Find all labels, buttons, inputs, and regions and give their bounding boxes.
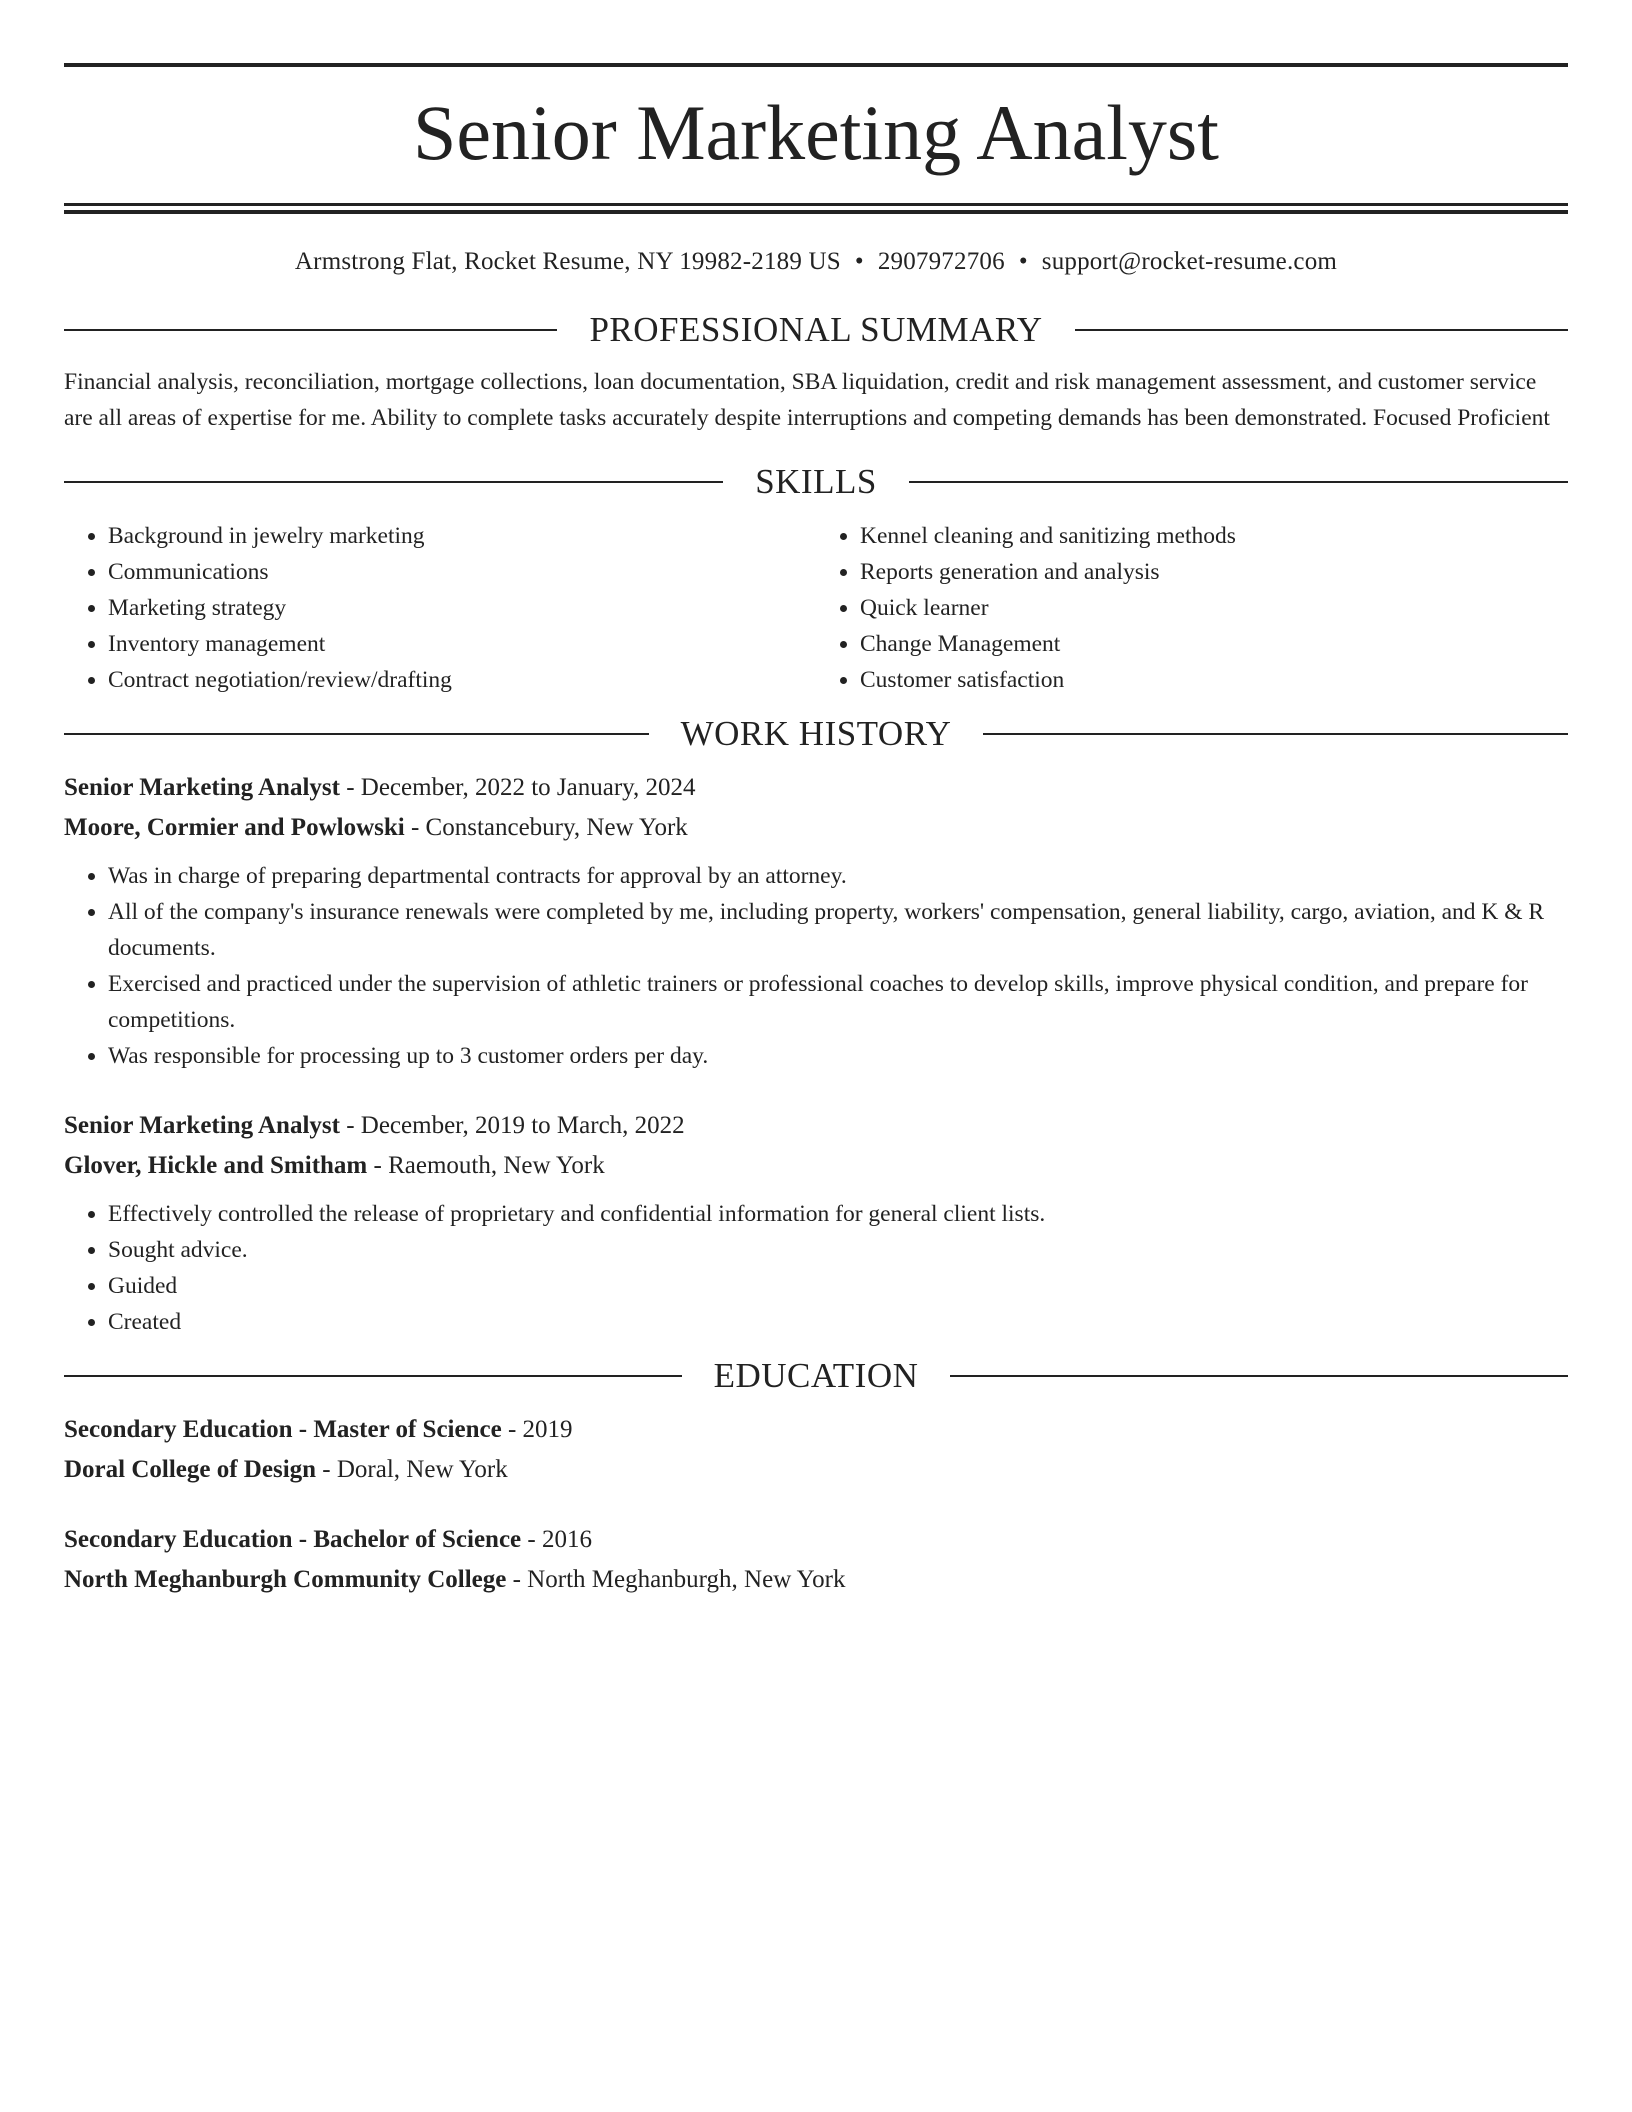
job-bullet: • Created (108, 1304, 1568, 1340)
resume-name: Senior Marketing Analyst (413, 89, 1219, 176)
work-section-title: WORK HISTORY (680, 714, 952, 753)
job-location: - Constancebury, New York (404, 814, 688, 841)
job-company-line (64, 808, 1568, 848)
section-rule-left (64, 733, 649, 735)
education-location: - Doral, New York (316, 1456, 508, 1483)
contact-email: support@rocket-resume.com (1041, 248, 1338, 275)
skill-item: • Change Management (860, 626, 1568, 662)
education-year: - 2016 (521, 1526, 592, 1553)
education-section-header (64, 1354, 1568, 1398)
job-dates: - December, 2019 to March, 2022 (339, 1112, 685, 1139)
skill-item: • Marketing strategy (108, 590, 816, 626)
skill-item: • Communications (108, 554, 816, 590)
skill-item: • Quick learner (860, 590, 1568, 626)
education-entry (64, 1410, 1568, 1490)
double-rule (64, 203, 1568, 214)
section-rule-right (950, 1375, 1568, 1377)
section-rule-left (64, 329, 557, 331)
section-rule-right (909, 481, 1568, 483)
skill-item: • Kennel cleaning and sanitizing methods (860, 518, 1568, 554)
job-bullets (64, 858, 1568, 1074)
summary-section-header (64, 308, 1568, 352)
section-rule-right (1075, 329, 1568, 331)
job-bullet: • Was responsible for processing up to 3 customer orders per day. (108, 1038, 1568, 1074)
education-section-title: EDUCATION (713, 1356, 919, 1395)
education-school: North Meghanburgh Community College (64, 1566, 507, 1593)
job-bullet: • Guided (108, 1268, 1568, 1304)
section-rule-left (64, 1375, 682, 1377)
job-title-line (64, 768, 1568, 808)
summary-text: Financial analysis, reconciliation, mortgage collections, loan documentation, SBA liquidation, credit and risk management assessment, and customer service are all areas of expertise for me. Ability to complete tasks accurately despite interruptions and competing demands has been demonstrated. Focused Proficient (64, 369, 1550, 431)
section-rule-right (983, 733, 1568, 735)
skill-item: • Contract negotiation/review/drafting (108, 662, 816, 698)
job-entry (64, 1106, 1568, 1340)
contact-address: Armstrong Flat, Rocket Resume, NY 19982-2189 US (294, 248, 841, 275)
skill-item: • Reports generation and analysis (860, 554, 1568, 590)
section-rule-left (64, 481, 723, 483)
contact-separator: • (1018, 248, 1028, 275)
job-bullet: • All of the company's insurance renewals were completed by me, including property, workers' compensation, general liability, cargo, aviation, and K & R documents. (108, 894, 1568, 966)
skill-item: • Inventory management (108, 626, 816, 662)
skills-section-header (64, 460, 1568, 504)
job-bullet: • Sought advice. (108, 1232, 1568, 1268)
education-school-line (64, 1450, 1568, 1490)
education-degree-line (64, 1410, 1568, 1450)
job-company-line (64, 1146, 1568, 1186)
job-title-line (64, 1106, 1568, 1146)
skills-section-title: SKILLS (755, 462, 877, 501)
job-location: - Raemouth, New York (367, 1152, 605, 1179)
education-school-line (64, 1560, 1568, 1600)
skills-list-left (64, 518, 816, 698)
work-section-header (64, 712, 1568, 756)
education-degree-line (64, 1520, 1568, 1560)
job-entry (64, 768, 1568, 1074)
skills-grid (64, 518, 1568, 698)
job-company: Moore, Cormier and Powlowski (64, 814, 405, 841)
contact-line (64, 246, 1568, 278)
skill-item: • Background in jewelry marketing (108, 518, 816, 554)
skills-list-right (816, 518, 1568, 698)
education-year: - 2019 (501, 1416, 573, 1443)
education-degree: Secondary Education - Bachelor of Science (64, 1526, 522, 1553)
education-entry (64, 1520, 1568, 1600)
skill-item: • Customer satisfaction (860, 662, 1568, 698)
job-bullet: • Was in charge of preparing departmental contracts for approval by an attorney. (108, 858, 1568, 894)
job-bullet: • Effectively controlled the release of proprietary and confidential information for general client lists. (108, 1196, 1568, 1232)
job-company: Glover, Hickle and Smitham (64, 1152, 368, 1179)
top-rule (64, 63, 1568, 67)
contact-phone: 2907972706 (877, 248, 1005, 275)
job-bullets (64, 1196, 1568, 1340)
education-school: Doral College of Design (64, 1456, 317, 1483)
education-degree: Secondary Education - Master of Science (64, 1416, 502, 1443)
job-bullet: • Exercised and practiced under the supervision of athletic trainers or professional coaches to develop skills, improve physical condition, and prepare for competitions. (108, 966, 1568, 1038)
job-role: Senior Marketing Analyst (64, 1112, 340, 1139)
summary-section-title: PROFESSIONAL SUMMARY (589, 310, 1043, 349)
job-role: Senior Marketing Analyst (64, 774, 340, 801)
contact-separator: • (854, 248, 864, 275)
education-location: - North Meghanburgh, New York (506, 1566, 846, 1593)
job-dates: - December, 2022 to January, 2024 (339, 774, 696, 801)
